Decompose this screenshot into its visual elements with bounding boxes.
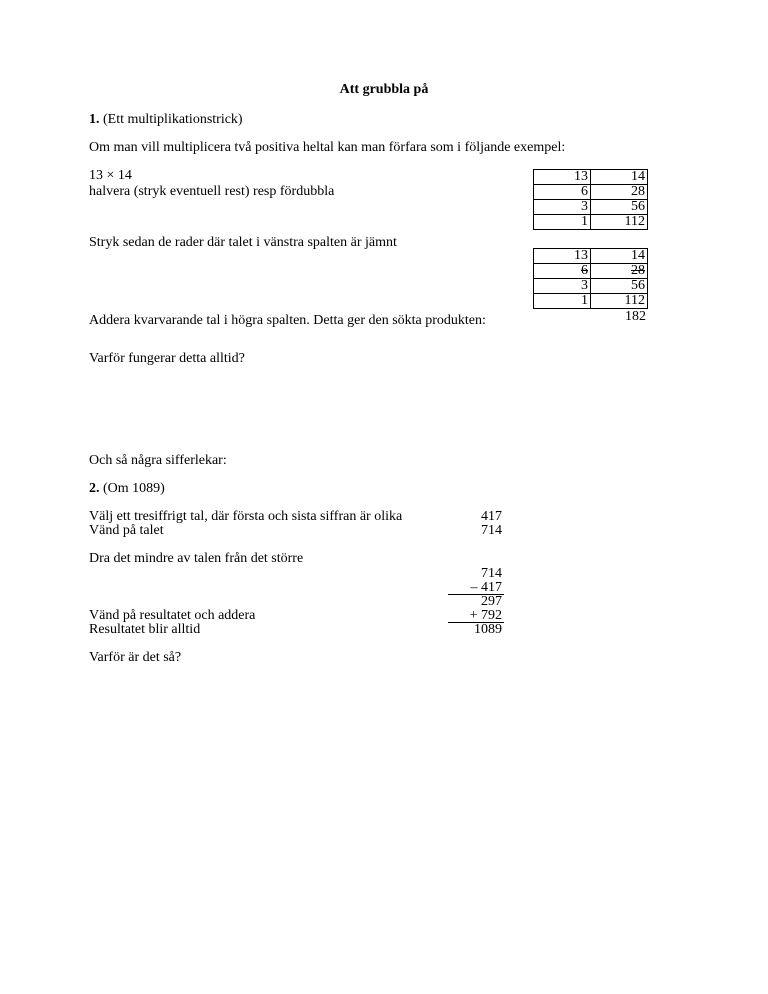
calc-subtrahend: – 417	[470, 580, 502, 595]
calc-addend: + 792	[469, 608, 502, 623]
problem-2-question: Varför är det så?	[89, 650, 182, 665]
left-cell: 6	[534, 185, 591, 200]
calc-result: 1089	[474, 622, 502, 637]
problem-2-line-result: Resultatet blir alltid	[89, 622, 201, 637]
problem-2-line-choose: Välj ett tresiffrigt tal, där första och sista siffran är olika	[89, 509, 403, 524]
table-row	[534, 170, 648, 185]
problem-1-step-halve: halvera (stryk eventuell rest) resp fördubbla	[89, 184, 335, 199]
left-cell: 13	[534, 170, 591, 185]
table-row	[534, 215, 648, 230]
problem-2-heading	[89, 481, 165, 497]
right-cell: 14	[591, 170, 648, 185]
left-cell: 13	[534, 249, 591, 264]
problem-1-question: Varför fungerar detta alltid?	[89, 351, 245, 366]
right-cell: 112	[591, 215, 648, 230]
halving-table	[533, 169, 648, 230]
problem-1-heading-text: (Ett multiplikationstrick)	[103, 112, 243, 127]
reversed-number: 714	[481, 523, 502, 538]
problem-2-heading-text: (Om 1089)	[103, 481, 165, 496]
problem-1-step-strike: Stryk sedan de rader där talet i vänstra spalten är jämnt	[89, 235, 397, 250]
right-cell: 14	[591, 249, 648, 264]
table-row-struck	[534, 264, 648, 279]
table-row	[534, 249, 648, 264]
problem-1-step-add: Addera kvarvarande tal i högra spalten. Detta ger den sökta produkten:	[89, 313, 486, 328]
problem-1-intro: Om man vill multiplicera två positiva heltal kan man förfara som i följande exempel:	[89, 140, 566, 155]
problem-2-line-add: Vänd på resultatet och addera	[89, 608, 256, 623]
problem-1-expression: 13 × 14	[89, 168, 132, 183]
problem-2-line-subtract: Dra det mindre av talen från det större	[89, 551, 304, 566]
left-cell: 1	[534, 215, 591, 230]
left-cell: 3	[534, 279, 591, 294]
problem-1-number: 1.	[89, 112, 100, 127]
right-cell: 28	[591, 185, 648, 200]
left-cell: 6	[534, 264, 591, 279]
table-row	[534, 294, 648, 309]
table-row	[534, 200, 648, 215]
table-row	[534, 185, 648, 200]
calc-minuend: 714	[481, 566, 502, 581]
chosen-number: 417	[481, 509, 502, 524]
right-cell: 56	[591, 279, 648, 294]
problem-2-line-reverse: Vänd på talet	[89, 523, 164, 538]
right-cell: 28	[591, 264, 648, 279]
table-row	[534, 279, 648, 294]
left-cell: 3	[534, 200, 591, 215]
left-cell: 1	[534, 294, 591, 309]
problem-1-heading	[89, 112, 243, 128]
right-cell: 56	[591, 200, 648, 215]
problem-2-number: 2.	[89, 481, 100, 496]
sum-value: 182	[625, 309, 646, 324]
right-cell: 112	[591, 294, 648, 309]
games-intro: Och så några sifferlekar:	[89, 453, 227, 468]
page-title: Att grubbla på	[339, 82, 429, 97]
struck-table	[533, 248, 648, 309]
calc-difference: 297	[481, 594, 502, 609]
